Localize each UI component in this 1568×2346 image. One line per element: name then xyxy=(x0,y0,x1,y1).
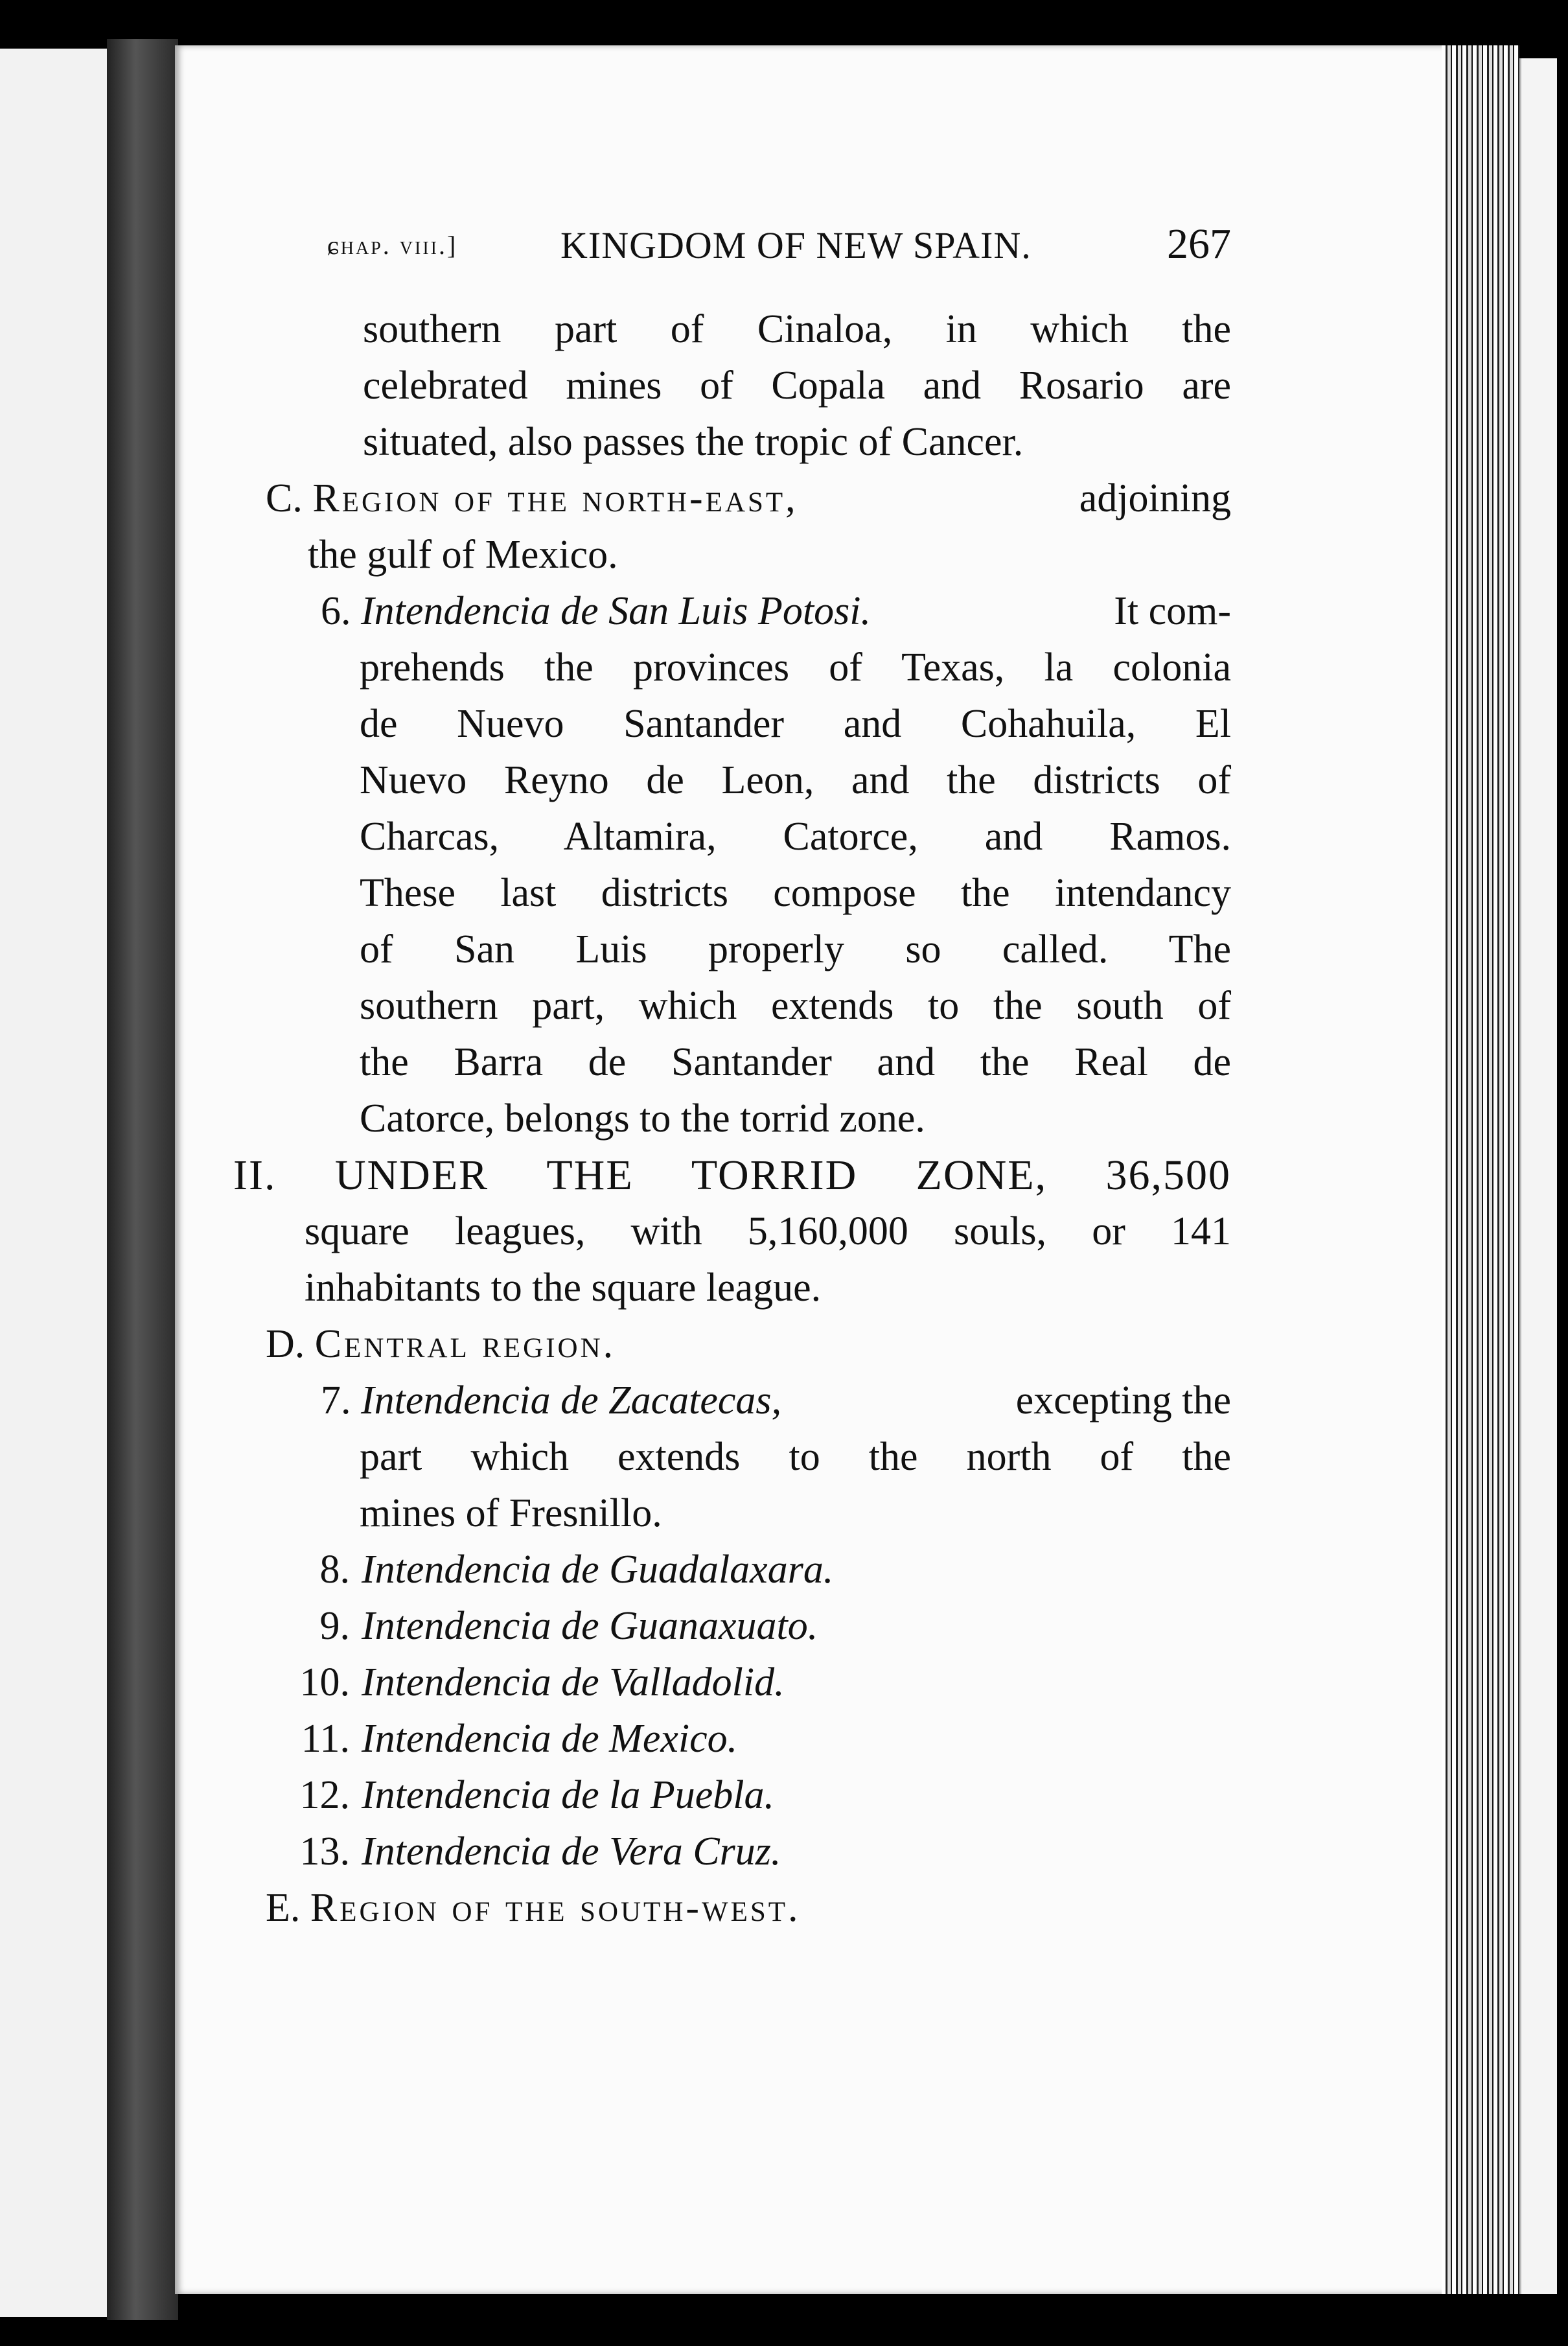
entry-number: 13. xyxy=(299,1829,350,1874)
text-line: of San Luis properly so called. The xyxy=(360,927,1231,971)
text-line: the Barra de Santander and the Real de xyxy=(360,1040,1231,1084)
text-fragment: It com- xyxy=(1114,589,1231,633)
text-fragment: adjoining xyxy=(1079,476,1231,520)
entry-number: 6. xyxy=(321,589,351,633)
text-line: Nuevo Reyno de Leon, and the districts of xyxy=(360,758,1231,802)
list-item xyxy=(279,1824,1231,1880)
entry-number: 12. xyxy=(299,1773,350,1817)
list-item xyxy=(279,1542,1231,1598)
text-line: mines of Fresnillo. xyxy=(360,1491,662,1535)
entry-title: Intendencia de Valladolid. xyxy=(362,1660,785,1704)
text-line: These last districts compose the intendancy xyxy=(360,871,1231,915)
entry-number: 8. xyxy=(319,1548,350,1592)
section-ii-heading: II. UNDER THE TORRID ZONE, 36,500 xyxy=(233,1152,1231,1199)
entry-number: 10. xyxy=(299,1660,350,1704)
section-title: Central region. xyxy=(314,1322,616,1366)
text-line: southern part, which extends to the south of xyxy=(360,984,1231,1028)
list-item xyxy=(279,1655,1231,1711)
entry-7-heading xyxy=(321,1373,1231,1429)
text-line: Catorce, belongs to the torrid zone. xyxy=(360,1097,925,1141)
section-title: Region of the south-west. xyxy=(310,1886,801,1930)
text-line: de Nuevo Santander and Cohahuila, El xyxy=(360,702,1231,746)
text-line: square leagues, with 5,160,000 souls, or 141 xyxy=(305,1209,1231,1253)
entry-6-heading xyxy=(321,583,1231,640)
text-line: southern part of Cinaloa, in which the xyxy=(363,307,1231,351)
section-letter: C. xyxy=(266,476,303,520)
section-title: Region of the north-east, xyxy=(312,476,798,520)
entry-title: Intendencia de Guanaxuato. xyxy=(362,1604,818,1648)
running-head xyxy=(327,220,1231,282)
list-item xyxy=(279,1598,1231,1655)
entry-number: 7. xyxy=(321,1378,351,1423)
page-text xyxy=(233,301,1231,1936)
text-line: situated, also passes the tropic of Cancer. xyxy=(363,420,1024,464)
list-item xyxy=(279,1767,1231,1824)
text-line: celebrated mines of Copala and Rosario are xyxy=(363,364,1231,408)
entry-title: Intendencia de la Puebla. xyxy=(362,1773,775,1817)
text-line: prehends the provinces of Texas, la colonia xyxy=(360,645,1231,690)
section-e-heading xyxy=(266,1880,1231,1936)
section-d-heading xyxy=(266,1316,1231,1373)
page-number: 267 xyxy=(1167,220,1231,268)
section-letter: E. xyxy=(266,1886,301,1930)
scan-edge-strip xyxy=(1519,58,1557,2294)
running-title: KINGDOM OF NEW SPAIN. xyxy=(560,224,1032,266)
facing-page-edge xyxy=(0,49,113,2317)
entry-title: Intendencia de Mexico. xyxy=(362,1717,738,1761)
section-letter: D. xyxy=(266,1322,305,1366)
entry-number: 11. xyxy=(301,1717,350,1761)
entry-title: Intendencia de Guadalaxara. xyxy=(362,1548,834,1592)
entry-title: Intendencia de Zacatecas, xyxy=(361,1378,782,1423)
entry-title: Intendencia de San Luis Potosi. xyxy=(361,589,871,633)
text-fragment: excepting the xyxy=(1015,1378,1231,1423)
section-c-heading xyxy=(266,470,1231,527)
text-line: inhabitants to the square league. xyxy=(305,1266,822,1310)
entry-number: 9. xyxy=(319,1604,350,1648)
entry-title: Intendencia de Vera Cruz. xyxy=(362,1829,781,1874)
text-line: part which extends to the north of the xyxy=(360,1435,1231,1479)
book-gutter xyxy=(107,39,178,2320)
text-line: Charcas, Altamira, Catorce, and Ramos. xyxy=(360,815,1231,859)
list-item xyxy=(279,1711,1231,1767)
text-line: the gulf of Mexico. xyxy=(308,533,618,577)
chapter-label: ɕhap. viii.] xyxy=(327,231,458,260)
page-edges xyxy=(1442,45,1519,2294)
